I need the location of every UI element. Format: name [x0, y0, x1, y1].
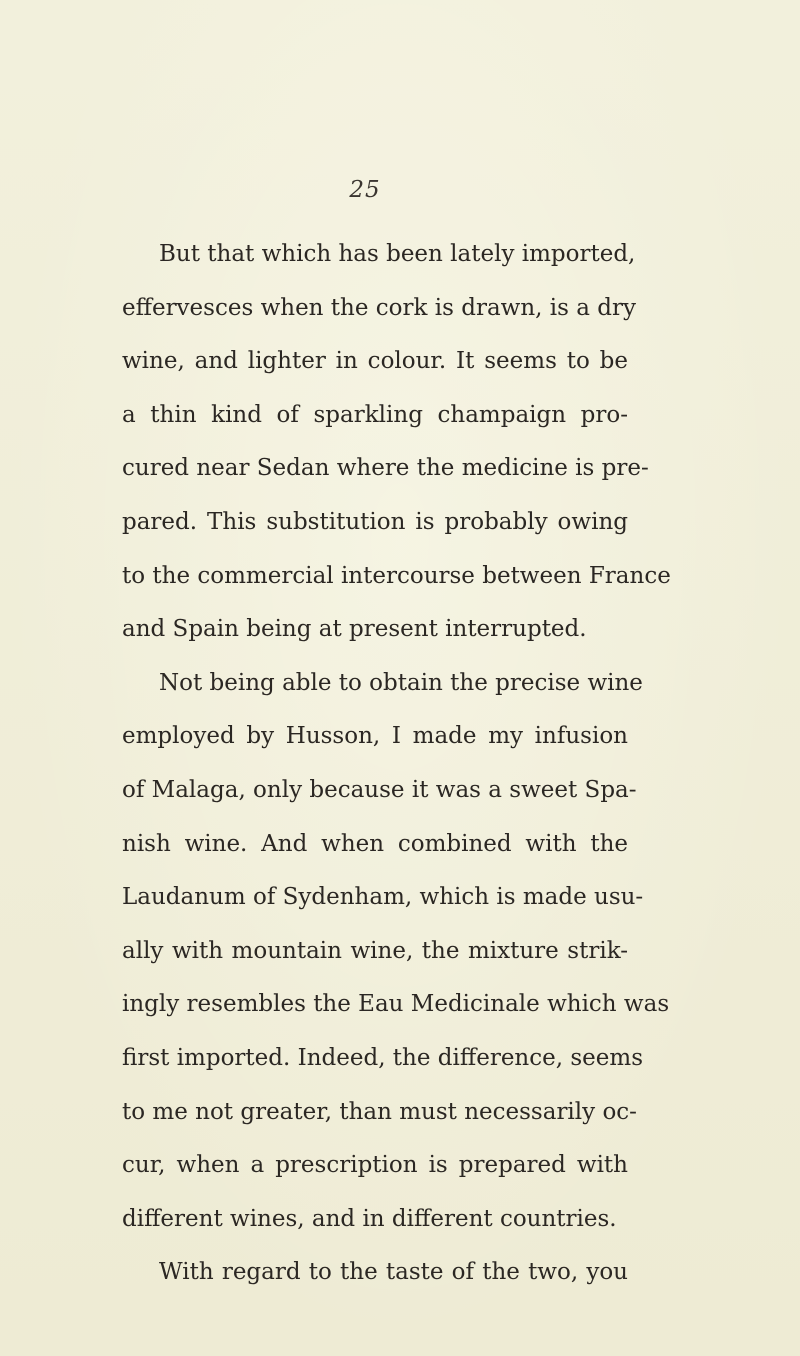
text-line: different wines, and in different countries. — [122, 1205, 617, 1232]
text-line: cur, when a prescription is prepared with — [122, 1152, 628, 1179]
text-line: Not being able to obtain the precise wine — [159, 669, 643, 696]
text-line: wine, and lighter in colour. It seems to be — [122, 348, 628, 375]
body-text — [122, 228, 671, 1300]
text-line: ingly resembles the Eau Medicinale which was — [122, 991, 670, 1018]
text-line: nish wine. And when combined with the — [122, 830, 628, 857]
text-line: employed by Husson, I made my infusion — [122, 723, 628, 750]
text-line: But that which has been lately imported, — [159, 241, 636, 267]
text-line: to the commercial intercourse between France — [122, 562, 671, 589]
text-line: Laudanum of Sydenham, which is made usu- — [122, 884, 644, 911]
text-line: effervesces when the cork is drawn, is a dry — [122, 294, 636, 321]
text-line: to me not greater, than must necessarily oc- — [122, 1098, 637, 1125]
text-line: of Malaga, only because it was a sweet Spa- — [122, 776, 637, 803]
page-number: 25 — [349, 177, 381, 203]
text-line: With regard to the taste of the two, you — [159, 1259, 628, 1286]
text-line: a thin kind of sparkling champaign pro- — [122, 401, 628, 428]
text-line: first imported. Indeed, the difference, seems — [122, 1044, 643, 1071]
text-line: pared. This substitution is probably owing — [122, 508, 628, 535]
text-line: and Spain being at present interrupted. — [122, 616, 587, 643]
text-line: cured near Sedan where the medicine is pre- — [122, 455, 649, 482]
text-line: ally with mountain wine, the mixture strik- — [122, 937, 628, 964]
